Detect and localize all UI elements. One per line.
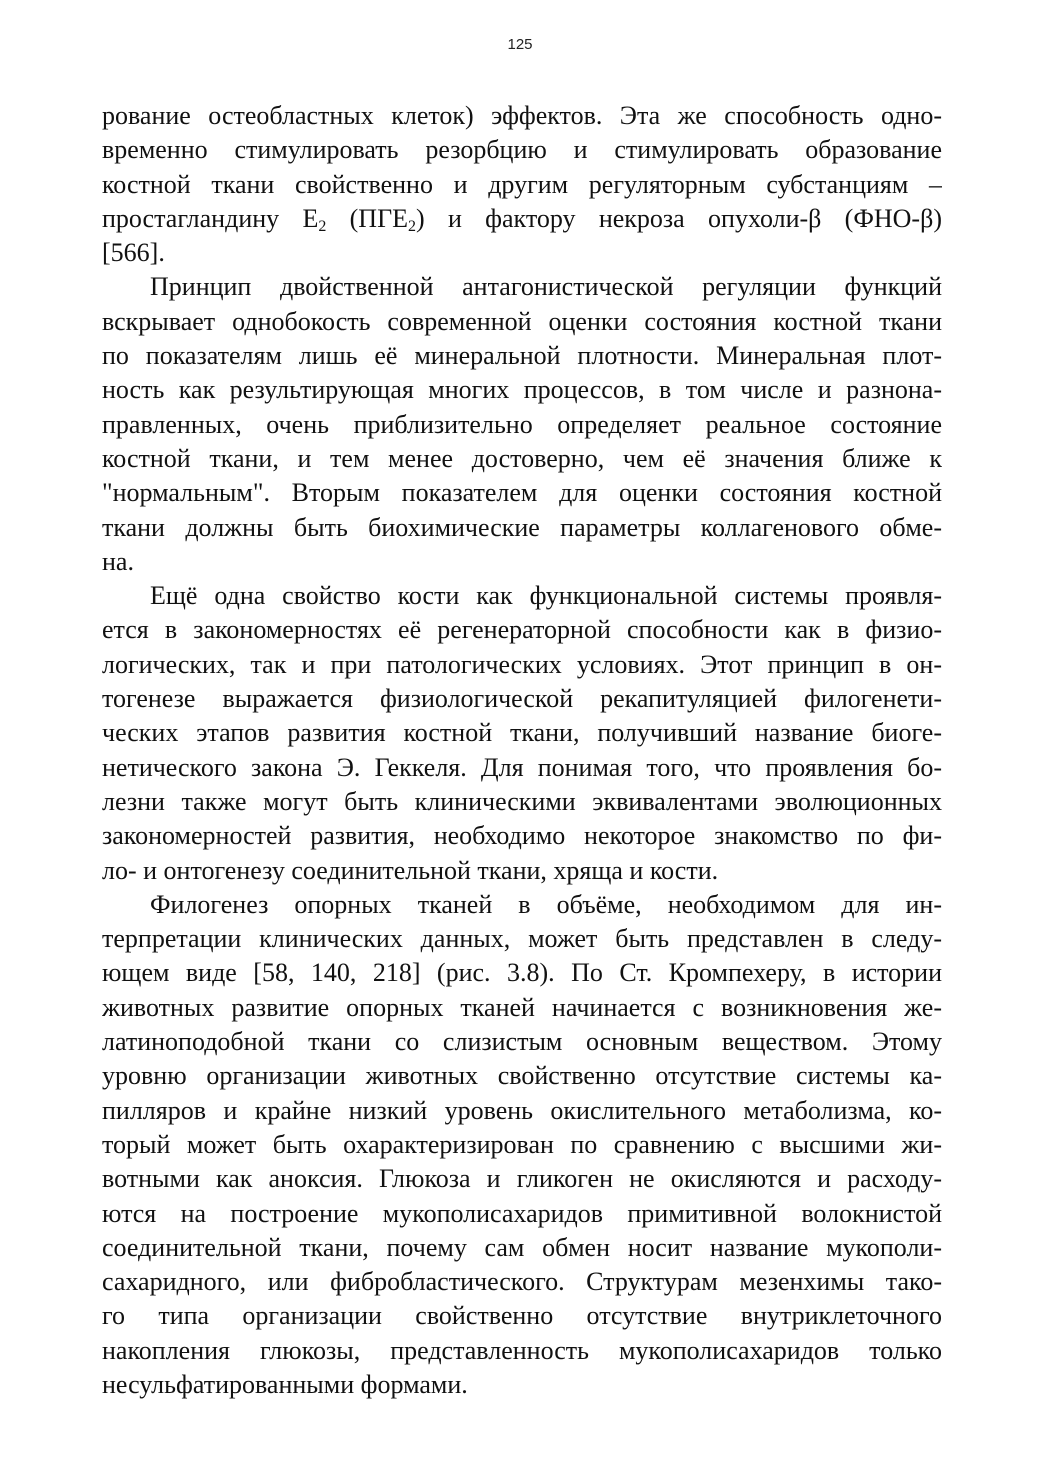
text-line: Принцип двойственной антагонистической регуляции функций [150,272,942,302]
text-line: ется в закономерностях её регенераторной способности как в физио- [102,615,942,645]
text-line: костной ткани свойственно и другим регуляторным субстанциям – [102,169,942,199]
text-line: рование остеобластных клеток) эффектов. Эта же способность одно- [102,101,942,130]
text-line: вскрывает однобокость современной оценки состояния костной ткани [102,306,942,336]
text-line: ческих этапов развития костной ткани, получивший название биоге- [102,718,942,748]
text-line: вотными как аноксия. Глюкоза и гликоген не окисляются и расходу- [102,1164,942,1194]
text-line: [566]. [102,238,165,268]
text-line: логических, так и при патологических условиях. Этот принцип в он- [102,649,942,679]
text-line: правленных, очень приблизительно определяет реальное состояние [102,409,942,439]
subscript: 2 [408,217,416,235]
text-line: нетического закона Э. Геккеля. Для понимая того, что проявления бо- [102,752,942,782]
text-fragment: простагландину Е [102,203,319,233]
text-line: ность как результирующая многих процессов, в том числе и разнона- [102,375,942,405]
text-line: Филогенез опорных тканей в объёме, необходимом для ин- [150,889,942,919]
text-line: временно стимулировать резорбцию и стимулировать образование [102,135,942,165]
text-line-with-subscripts [102,202,942,236]
text-line: терпретации клинических данных, может быть представлен в следу- [102,924,942,954]
text-line: соединительной ткани, почему сам обмен носит название мукополи- [102,1232,942,1262]
text-line: ло- и онтогенезу соединительной ткани, хряща и кости. [102,855,719,885]
text-line: костной ткани, и тем менее достоверно, чем её значения ближе к [102,443,942,473]
text-line: лезни также могут быть клиническими эквивалентами эволюционных [102,786,942,816]
text-line: ющем виде [58, 140, 218] (рис. 3.8). По Ст. Кромпехеру, в истории [102,958,942,988]
text-line: животных развитие опорных тканей начинается с возникновения же- [102,992,942,1022]
text-line: Ещё одна свойство кости как функциональной системы проявля- [150,581,942,611]
text-line: го типа организации свойственно отсутствие внутриклеточного [102,1301,942,1331]
text-line: на. [102,546,134,576]
text-line: закономерностей развития, необходимо некоторое знакомство по фи- [102,821,942,851]
text-line: торый может быть охарактеризирован по сравнению с высшими жи- [102,1129,942,1159]
text-line: накопления глюкозы, представленность мукополисахаридов только [102,1335,942,1365]
text-line: тогенезе выражается физиологической рекапитуляцией филогенети- [102,684,942,714]
text-line: несульфатированными формами. [102,1369,468,1399]
text-line: латиноподобной ткани со слизистым основным веществом. Этому [102,1027,942,1057]
subscript: 2 [318,217,327,235]
text-line: по показателям лишь её минеральной плотности. Минеральная плот- [102,341,942,371]
text-fragment: (ПГЕ [326,203,408,233]
text-line: уровню организации животных свойственно отсутствие системы ка- [102,1061,942,1091]
text-fragment: ) и фактору некроза опухоли-β (ФНО-β) [416,203,942,233]
text-line: сахаридного, или фибробластического. Структурам мезенхимы тако- [102,1267,942,1297]
text-line: ются на построение мукополисахаридов примитивной волокнистой [102,1198,942,1228]
text-line: ткани должны быть биохимические параметры коллагенового обме- [102,512,942,542]
text-line: "нормальным". Вторым показателем для оценки состояния костной [102,478,942,508]
text-line: пилляров и крайне низкий уровень окислительного метаболизма, ко- [102,1095,942,1125]
page-number: 125 [507,36,533,53]
text-body [102,99,942,1402]
